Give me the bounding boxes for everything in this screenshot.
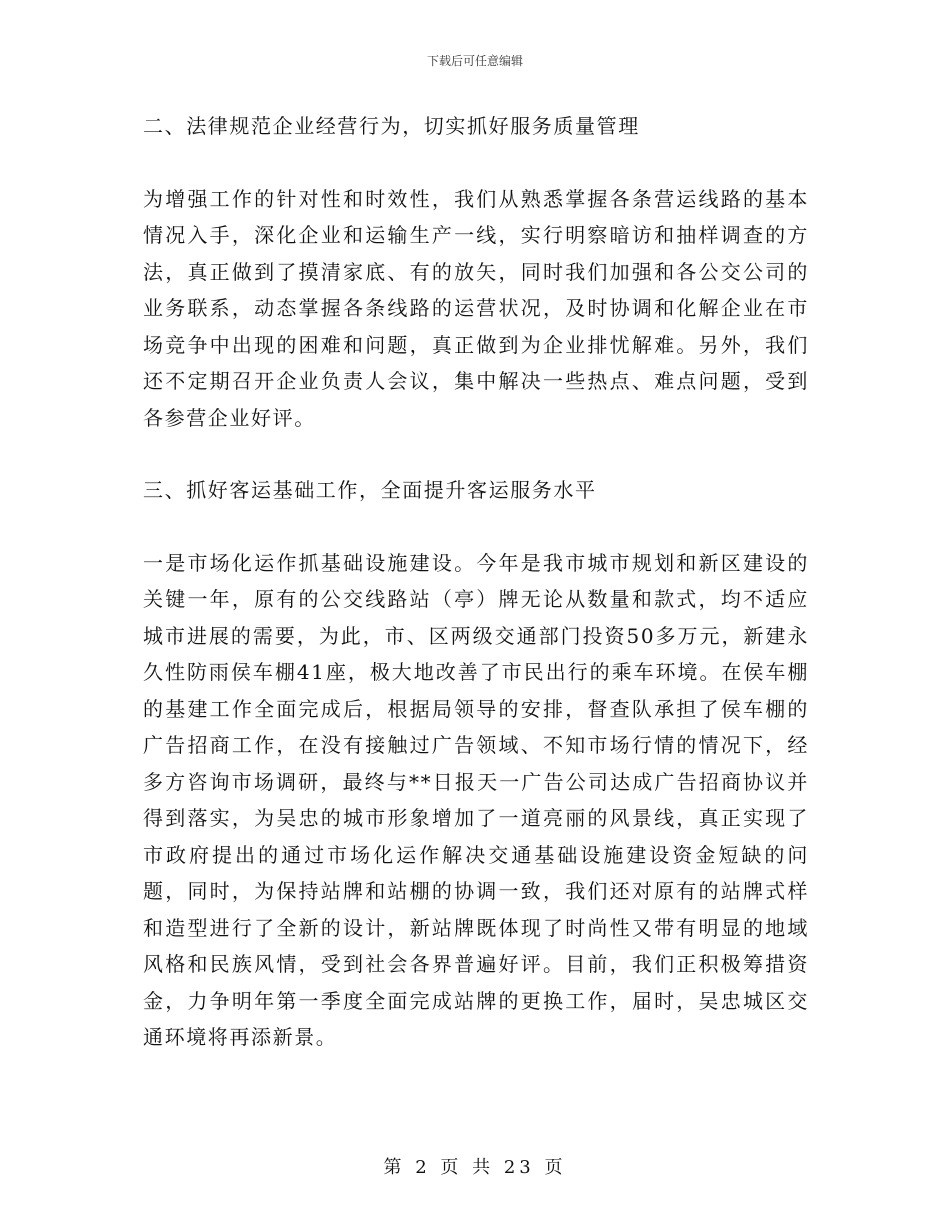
page-header: 下载后可任意编辑: [426, 54, 523, 68]
spacer: [143, 145, 809, 181]
section-paragraph: 为增强工作的针对性和时效性，我们从熟悉掌握各条营运线路的基本情况入手，深化企业和运输生产一线，实行明察暗访和抽样调查的方法，真正做到了摸清家底、有的放矢，同时我们加强和各公交公司的业务联系，动态掌握各条线路的运营状况，及时协调和化解企业在市场竞争中出现的困难和问题，真正做到为企业排忧解难。另外，我们还不定期召开企业负责人会议，集中解决一些热点、难点问题，受到各参营企业好评。: [143, 186, 809, 430]
spacer: [143, 436, 809, 472]
section-paragraph: 一是市场化运作抓基础设施建设。今年是我市城市规划和新区建设的关键一年，原有的公交线路站（亭）牌无论从数量和款式，均不适应城市进展的需要，为此，市、区两级交通部门投资50多万元，新建永久性防雨侯车棚41座，极大地改善了市民出行的乘车环境。在侯车棚的基建工作全面完成后，根据局领导的安排，督查队承担了侯车棚的广告招商工作，在没有接触过广告领域、不知市场行情的情况下，经多方咨询市场调研，最终与**日报天一广告公司达成广告招商协议并得到落实，为吴忠的城市形象增加了一道亮丽的风景线，真正实现了市政府提出的通过市场化运作解决交通基础设施建设资金短缺的问题，同时，为保持站牌和站棚的协调一致，我们还对原有的站牌式样和造型进行了全新的设计，新站牌既体现了时尚性又带有明显的地域风格和民族风情，受到社会各界普遍好评。目前，我们正积极筹措资金，力争明年第一季度全面完成站牌的更换工作，届时，吴忠城区交通环境将再添新景。: [143, 550, 809, 1049]
section-heading: 三、抓好客运基础工作，全面提升客运服务水平: [143, 478, 597, 502]
document-body: [143, 108, 809, 1056]
spacer: [143, 509, 809, 545]
section-heading: 二、法律规范企业经营行为，切实抓好服务质量管理: [143, 114, 640, 138]
page-footer: 第 2 页 共 23 页: [383, 1157, 567, 1178]
